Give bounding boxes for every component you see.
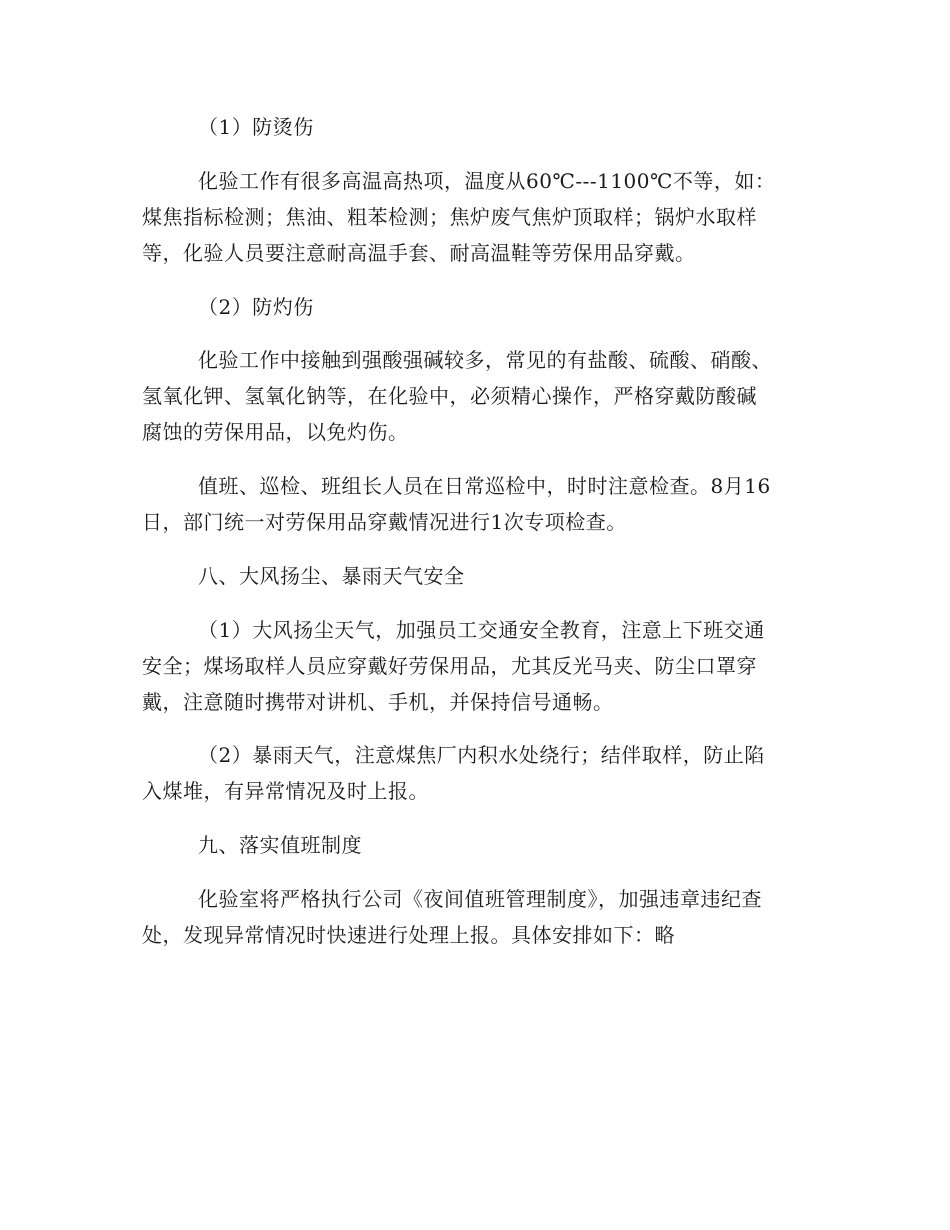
heading-anti-scald: （1）防烫伤 (198, 115, 314, 139)
paragraph-line: 化验工作有很多高温高热项，温度从60℃---1100℃不等，如： (198, 169, 776, 193)
paragraph-line: 入煤堆，有异常情况及时上报。 (142, 779, 429, 803)
section-heading-8: 八、大风扬尘、暴雨天气安全 (198, 564, 465, 588)
paragraph-line: 日，部门统一对劳保用品穿戴情况进行1次专项检查。 (142, 510, 627, 534)
paragraph-line: 化验工作中接触到强酸强碱较多，常见的有盐酸、硫酸、硝酸、 (198, 348, 772, 372)
paragraph-line: （2）暴雨天气，注意煤焦厂内积水处绕行；结伴取样，防止陷 (198, 743, 765, 767)
paragraph-line: 安全；煤场取样人员应穿戴好劳保用品，尤其反光马夹、防尘口罩穿 (142, 654, 757, 678)
paragraph-line: 腐蚀的劳保用品，以免灼伤。 (142, 420, 409, 444)
paragraph-line: 化验室将严格执行公司《夜间值班管理制度》，加强违章违纪查 (198, 887, 762, 911)
paragraph-line: （1）大风扬尘天气，加强员工交通安全教育，注意上下班交通 (198, 618, 765, 642)
paragraph-line: 煤焦指标检测；焦油、粗苯检测；焦炉废气焦炉顶取样；锅炉水取样 (142, 205, 757, 229)
paragraph-line: 处，发现异常情况时快速进行处理上报。具体安排如下：略 (142, 923, 675, 947)
paragraph-line: 戴，注意随时携带对讲机、手机，并保持信号通畅。 (142, 690, 614, 714)
heading-anti-burn: （2）防灼伤 (198, 295, 314, 319)
paragraph-line: 等，化验人员要注意耐高温手套、耐高温鞋等劳保用品穿戴。 (142, 241, 696, 265)
paragraph-line: 氢氧化钾、氢氧化钠等，在化验中，必须精心操作，严格穿戴防酸碱 (142, 384, 757, 408)
paragraph-line: 值班、巡检、班组长人员在日常巡检中，时时注意检查。8月16 (198, 474, 771, 498)
section-heading-9: 九、落实值班制度 (198, 833, 362, 857)
